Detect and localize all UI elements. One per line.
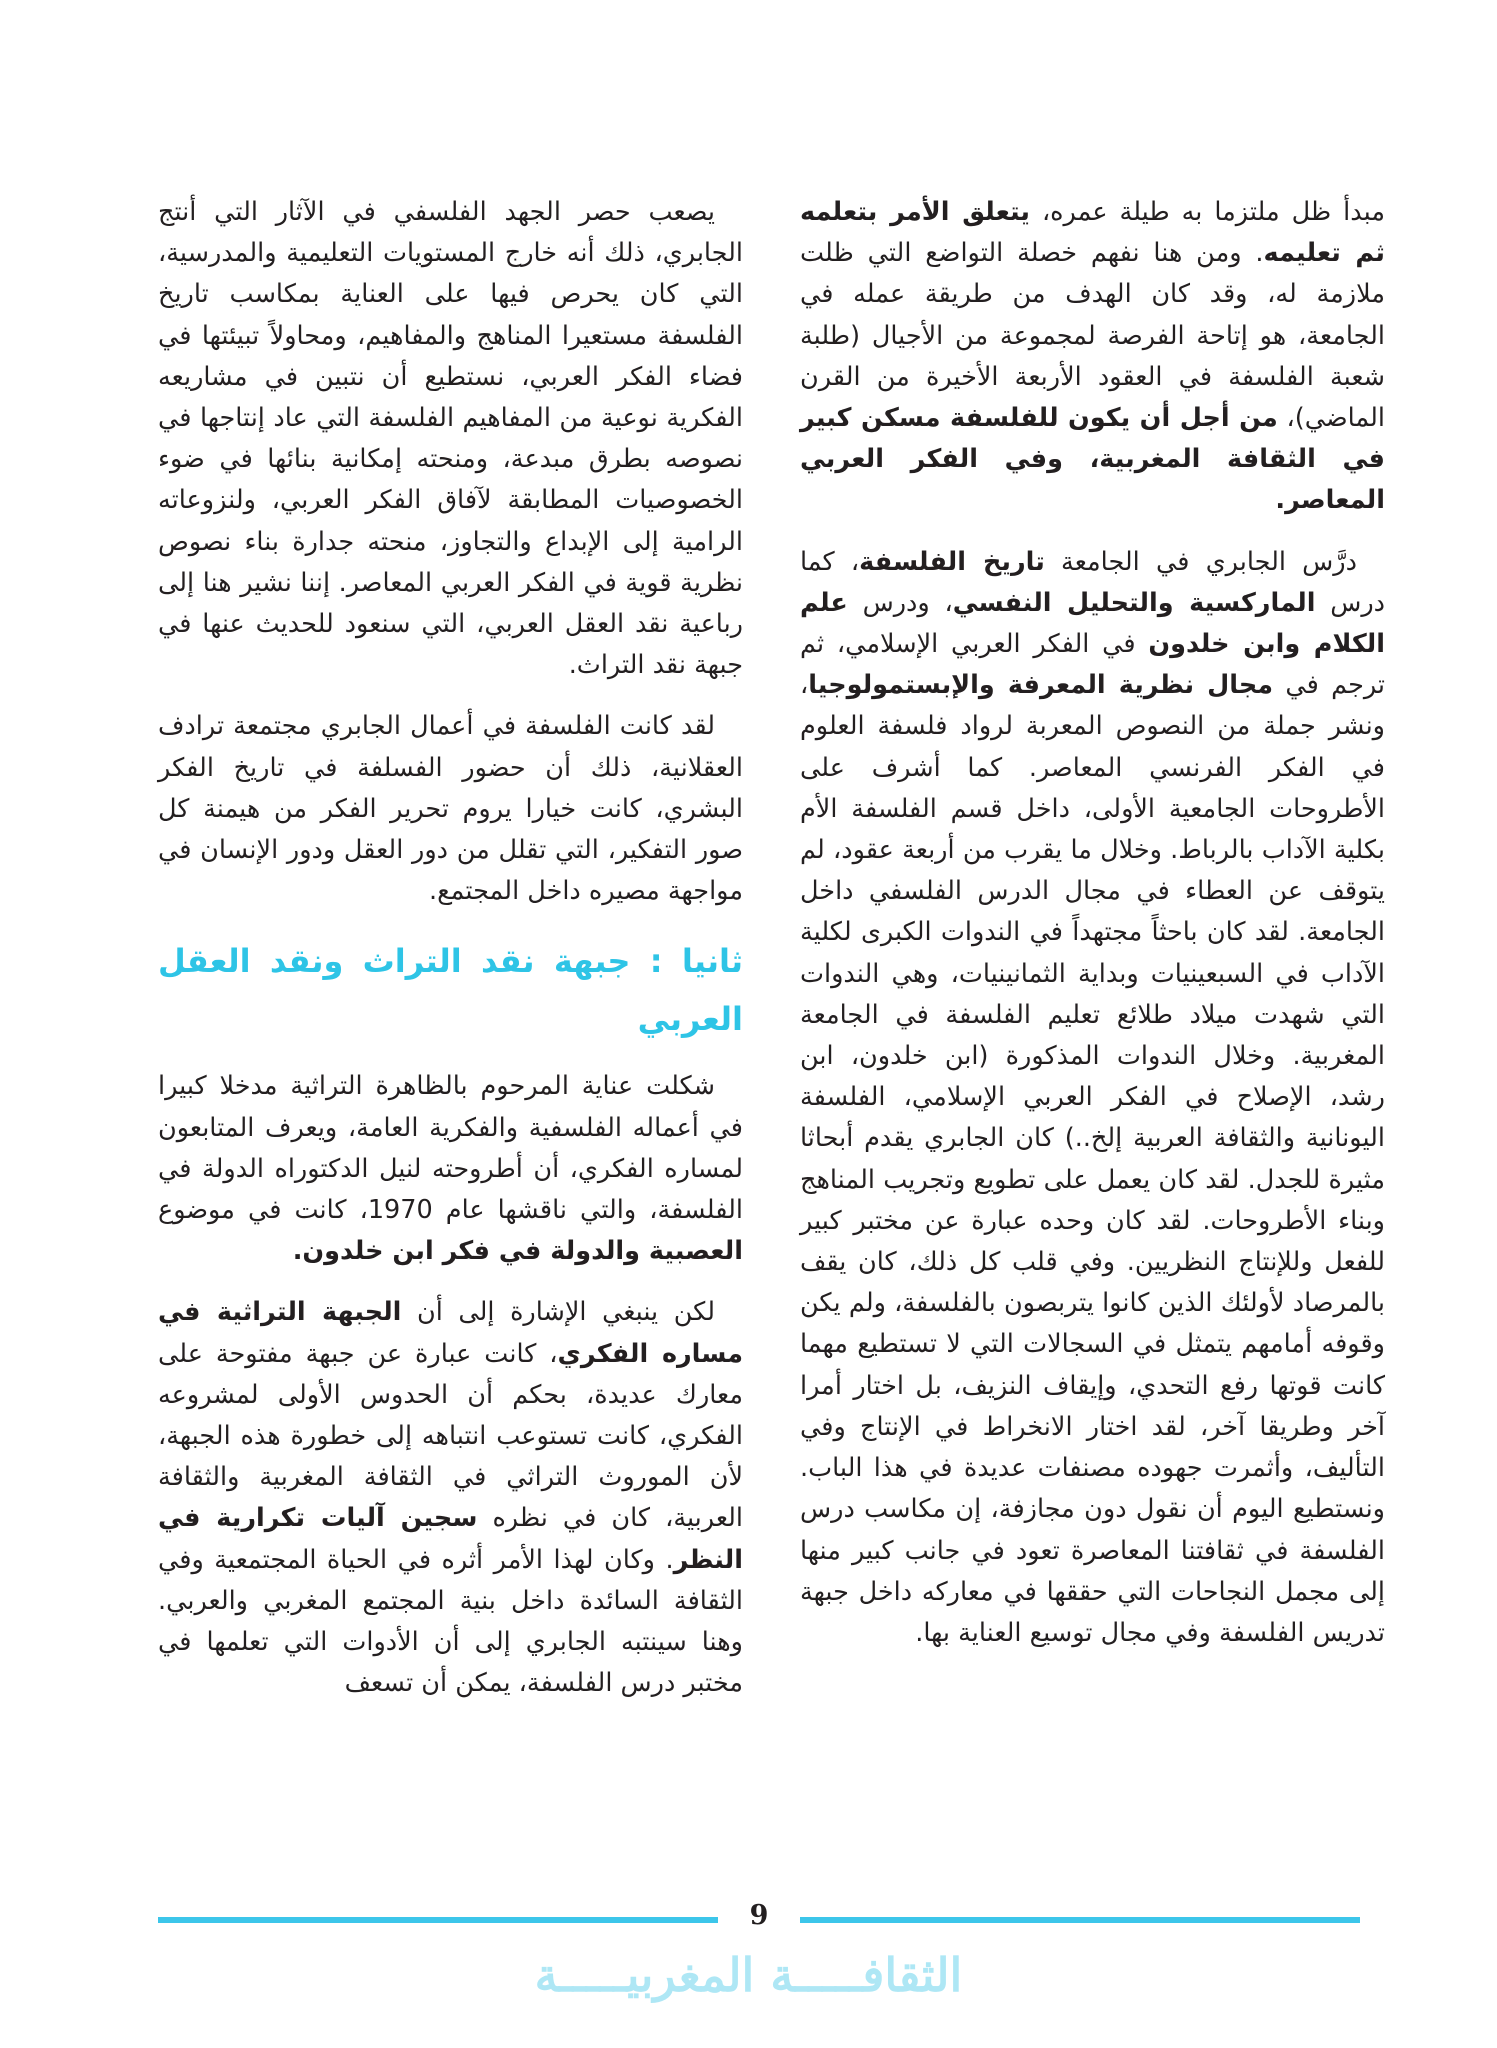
bold-span: سجين آليات تكرارية في النظر bbox=[158, 1503, 743, 1575]
text-span: . وكان لهذا الأمر أثره في الحياة المجتمعية وفي الثقافة السائدة داخل بنية المجتمع المغربي والعربي. وهنا سينتبه الجابري إلى أن الأدوات التي تعلمها في مختبر درس الفلسفة، يمكن أن تسعف bbox=[158, 1544, 743, 1699]
right-paragraph-2 bbox=[800, 542, 1385, 1654]
bold-span: يتعلق الأمر بتعلمه ثم تعليمه bbox=[800, 197, 1385, 269]
bold-span: العصبية والدولة في فكر ابن خلدون. bbox=[292, 1236, 743, 1267]
magazine-title: الثقافـــــة المغربيـــــة bbox=[534, 1948, 963, 2002]
left-paragraph-4 bbox=[158, 1292, 743, 1704]
page-number: 9 bbox=[749, 1900, 769, 1931]
bold-span: علم الكلام وابن خلدون bbox=[800, 587, 1385, 660]
section-heading: ثانيا : جبهة نقد التراث ونقد العقل العربي bbox=[158, 942, 743, 1039]
right-paragraph-1 bbox=[800, 192, 1385, 522]
text-span: مبدأ ظل ملتزما به طيلة عمره، bbox=[1029, 197, 1385, 227]
text-span: في الفكر العربي الإسلامي، ثم ترجم في bbox=[800, 629, 1386, 701]
bold-span: الجبهة التراثية في مساره الفكري bbox=[158, 1297, 743, 1369]
left-column bbox=[158, 192, 743, 1725]
footer-rule-right bbox=[800, 1917, 1360, 1923]
bold-span: تاريخ الفلسفة bbox=[859, 546, 1045, 577]
text-span: ، كانت عبارة عن جبهة مفتوحة على معارك عديدة، بحكم أن الحدوس الأولى لمشروعه الفكري، كانت تستوعب انتباهه إلى خطورة هذه الجبهة، لأن الموروث التراثي في الثقافة المغربية والثقافة العربية، كان في نظره bbox=[158, 1338, 744, 1534]
left-paragraph-1: يصعب حصر الجهد الفلسفي في الآثار التي أنتج الجابري، ذلك أنه خارج المستويات التعليمية والمدرسية، التي كان يحرص فيها على العناية بمكاسب تاريخ الفلسفة مستعيرا المناهج والمفاهيم، ومحاولاً تبيئتها في فضاء الفكر العربي، نستطيع أن نتبين في مشاريعه الفكرية نوعية من المفاهيم الفلسفة التي عاد إنتاجها في نصوصه بطرق مبدعة، ومنحته إمكانية بنائها في ضوء الخصوصيات المطابقة لآفاق الفكر العربي، ولنزوعاته الرامية إلى الإبداع والتجاوز، منحته جدارة بناء نصوص نظرية قوية في الفكر العربي المعاصر. إننا نشير هنا إلى رباعية نقد العقل العربي، التي سنعود للحديث عنها في جبهة نقد التراث. bbox=[158, 197, 743, 681]
bold-span: الماركسية والتحليل النفسي bbox=[952, 587, 1316, 618]
footer-rule-left bbox=[158, 1917, 718, 1923]
text-span: شكلت عناية المرحوم بالظاهرة التراثية مدخلا كبيرا في أعماله الفلسفية والفكرية العامة، ويعرف المتابعون لمساره الفكري، أن أطروحته لنيل الدكتوراه الدولة في الفلسفة، والتي ناقشها عام 1970، كانت في موضوع bbox=[158, 1071, 743, 1226]
bold-span: مجال نظرية المعرفة والإبستمولوجيا bbox=[808, 670, 1274, 701]
left-paragraph-3 bbox=[158, 1066, 743, 1272]
text-span: ، ودرس bbox=[847, 587, 953, 618]
right-column bbox=[800, 192, 1385, 1674]
text-span: ، ونشر جملة من النصوص المعربة لرواد فلسفة العلوم في الفكر الفرنسي المعاصر. كما أشرف على الأطروحات الجامعية الأولى، داخل قسم الفلسفة الأم بكلية الآداب بالرباط. وخلال ما يقرب من أربعة عقود، لم يتوقف عن العطاء في مجال الدرس الفلسفي داخل الجامعة. لقد كان باحثاً مجتهداً في الندوات الكبرى لكلية الآداب في السبعينيات وبداية الثمانينيات، وهي الندوات التي شهدت ميلاد طلائع تعليم الفلسفة في الجامعة المغربية. وخلال الندوات المذكورة (ابن خلدون، ابن رشد، الإصلاح في الفكر العربي الإسلامي، الفلسفة اليونانية والثقافة العربية إلخ..) كان الجابري يقدم أبحاثا مثيرة للجدل. لقد كان يعمل على تطويع وتجريب المناهج وبناء الأطروحات. لقد كان وحده عبارة عن مختبر كبير للفعل وللإنتاج النظريين. وفي قلب كل ذلك، كان يقف بالمرصاد لأولئك الذين كانوا يتربصون بالفلسفة، ولم يكن وقوفه أمامهم يتمثل في السجالات التي لا تستطيع مهما كانت قوتها رفع التحدي، وإيقاف النزيف، بل اختار أمرا آخر وطريقا آخر، لقد اختار الانخراط في الإنتاج وفي التأليف، وأثمرت جهوده مصنفات عديدة في هذا الباب. ونستطيع اليوم أن نقول دون مجازفة، إن مكاسب درس الفلسفة في ثقافتنا المعاصرة تعود في جانب كبير منها إلى مجمل النجاحات التي حققها في معاركه داخل جبهة تدريس الفلسفة وفي مجال توسيع العناية بها. bbox=[800, 670, 1385, 1648]
bold-span: من أجل أن يكون للفلسفة مسكن كبير في الثقافة المغربية، وفي الفكر العربي المعاصر. bbox=[800, 403, 1385, 516]
text-span: . ومن هنا نفهم خصلة التواضع التي ظلت ملازمة له، وقد كان الهدف من طريقة عمله في الجامعة، هو إتاحة الفرصة لمجموعة من الأجيال (طلبة شعبة الفلسفة في العقود الأربعة الأخيرة من القرن الماضي)، bbox=[800, 238, 1385, 434]
text-span: لكن ينبغي الإشارة إلى أن bbox=[401, 1297, 715, 1328]
text-span: درَّس الجابري في الجامعة bbox=[1044, 546, 1357, 577]
left-paragraph-2: لقد كانت الفلسفة في أعمال الجابري مجتمعة ترادف العقلانية، ذلك أن حضور الفسلفة في تاريخ الفكر البشري، كانت خيارا يروم تحرير الفكر من هيمنة كل صور التفكير، التي تقلل من دور العقل ودور الإنسان في مواجهة مصيره داخل المجتمع. bbox=[158, 711, 743, 907]
text-span: ، كما درس bbox=[800, 546, 1386, 618]
